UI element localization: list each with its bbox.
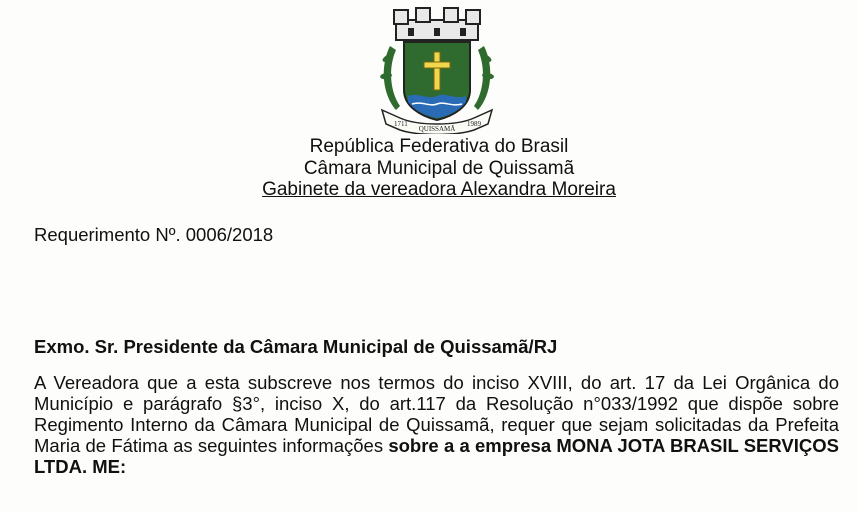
request-body-bold: sobre a a empresa MONA JOTA BRASIL SERVIÇOS LTDA. ME: (34, 435, 839, 477)
coat-of-arms-icon (378, 6, 496, 134)
ribbon-year-right: 1989 (467, 120, 481, 128)
ribbon-year-left: 1711 (394, 120, 408, 128)
chamber-line: Câmara Municipal de Quissamã (303, 157, 575, 179)
letterhead (0, 136, 858, 201)
ribbon-motto: QUISSAMÃ (418, 125, 456, 133)
request-body (34, 372, 839, 477)
cabinet-line: Gabinete da vereadora Alexandra Moreira (262, 179, 616, 200)
republic-line: República Federativa do Brasil (309, 136, 569, 157)
mural-crown (394, 8, 480, 40)
addressee: Exmo. Sr. Presidente da Câmara Municipal de Quissamã/RJ (34, 336, 558, 357)
request-body-text: A Vereadora que a esta subscreve nos termos do inciso XVIII, do art. 17 da Lei Orgânica do Município e parágrafo §3°, inciso X, do art.117 da Resolução n°033/1992 que dispõe sobre Regimento Interno da Câmara Municipal de Quissamã, requer que sejam solicitadas da Prefeita Maria de Fátima as seguintes informações (34, 372, 839, 456)
request-number: Requerimento Nº. 0006/2018 (34, 224, 274, 245)
